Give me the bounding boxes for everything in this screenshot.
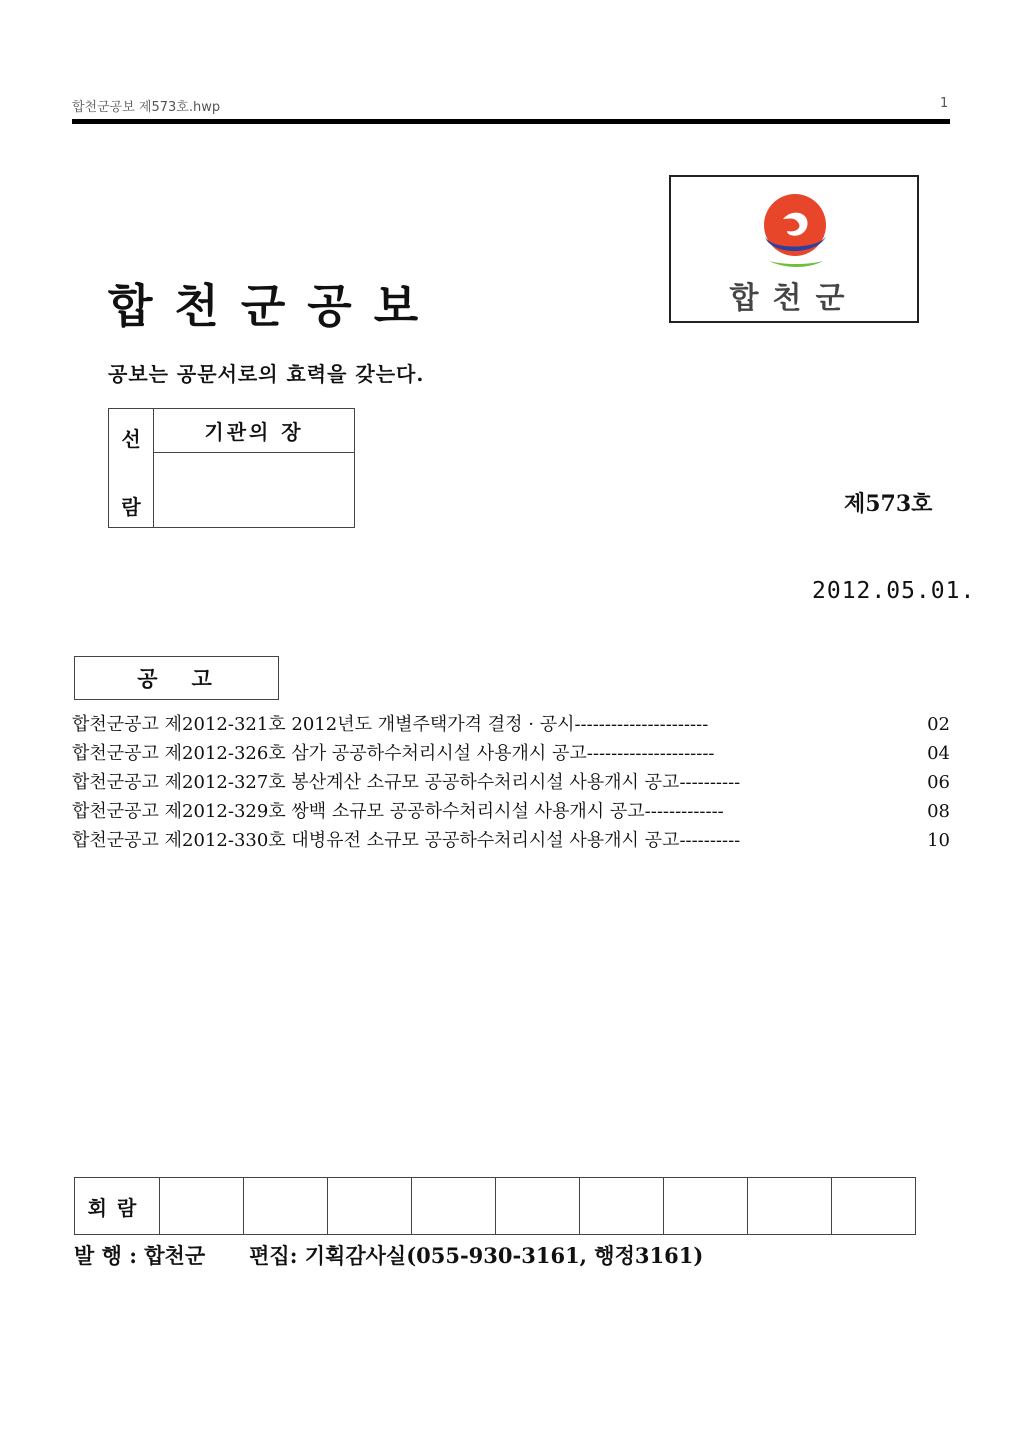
toc-item-page: 10 bbox=[927, 830, 950, 851]
publication-footer bbox=[74, 1240, 703, 1270]
review-label-bottom: 람 bbox=[121, 495, 141, 519]
review-header: 기관의 장 bbox=[154, 409, 355, 453]
issue-number: 제573호 bbox=[844, 491, 933, 517]
header-rule bbox=[72, 119, 950, 124]
circulation-stamp-cell bbox=[748, 1178, 832, 1235]
toc-item-page: 04 bbox=[927, 743, 950, 764]
review-table bbox=[108, 408, 355, 528]
review-label-cell bbox=[109, 409, 154, 528]
toc-item[interactable] bbox=[72, 768, 952, 797]
circulation-stamp-cell bbox=[412, 1178, 496, 1235]
toc-item[interactable] bbox=[72, 710, 952, 739]
circulation-stamp-cell bbox=[244, 1178, 328, 1235]
review-signature-cell bbox=[154, 453, 355, 528]
logo-text: 합천군 bbox=[729, 281, 859, 316]
publisher: 발 행 : 합천군 bbox=[74, 1243, 206, 1268]
toc-item-title: 합천군공고 제2012-326호 삼가 공공하수처리시설 사용개시 공고--------------------- bbox=[72, 743, 715, 764]
circulation-stamp-cell bbox=[664, 1178, 748, 1235]
toc-item-title: 합천군공고 제2012-327호 봉산계산 소규모 공공하수처리시설 사용개시 공고---------- bbox=[72, 772, 741, 793]
page-number: 1 bbox=[940, 96, 949, 111]
gazette-title: 합천군공보 bbox=[108, 279, 441, 333]
circulation-stamp-cell bbox=[328, 1178, 412, 1235]
toc-item[interactable] bbox=[72, 739, 952, 768]
circulation-label: 회람 bbox=[75, 1178, 160, 1235]
circulation-table bbox=[74, 1177, 916, 1235]
circulation-stamp-cell bbox=[160, 1178, 244, 1235]
section-title: 공고 bbox=[74, 656, 279, 700]
circulation-stamp-cell bbox=[580, 1178, 664, 1235]
circulation-stamp-cell bbox=[832, 1178, 916, 1235]
toc-item-page: 06 bbox=[927, 772, 950, 793]
document-filename: 합천군공보 제573호.hwp bbox=[72, 100, 221, 115]
hapcheon-emblem-icon bbox=[757, 191, 833, 273]
gazette-subtitle: 공보는 공문서로의 효력을 갖는다. bbox=[108, 362, 425, 386]
circulation-stamp-cell bbox=[496, 1178, 580, 1235]
toc-item-page: 02 bbox=[927, 714, 950, 735]
toc-item-page: 08 bbox=[927, 801, 950, 822]
issue-date: 2012.05.01. bbox=[812, 578, 976, 604]
toc-item-title: 합천군공고 제2012-321호 2012년도 개별주택가격 결정 · 공시---------------------- bbox=[72, 714, 709, 735]
table-of-contents bbox=[72, 710, 952, 855]
toc-item-title: 합천군공고 제2012-330호 대병유전 소규모 공공하수처리시설 사용개시 공고---------- bbox=[72, 830, 741, 851]
review-label-top: 선 bbox=[121, 427, 141, 451]
toc-item-title: 합천군공고 제2012-329호 쌍백 소규모 공공하수처리시설 사용개시 공고------------- bbox=[72, 801, 724, 822]
toc-item[interactable] bbox=[72, 826, 952, 855]
county-logo bbox=[669, 175, 919, 323]
editor-contact: 편집: 기획감사실(055-930-3161, 행정3161) bbox=[249, 1243, 704, 1268]
toc-item[interactable] bbox=[72, 797, 952, 826]
